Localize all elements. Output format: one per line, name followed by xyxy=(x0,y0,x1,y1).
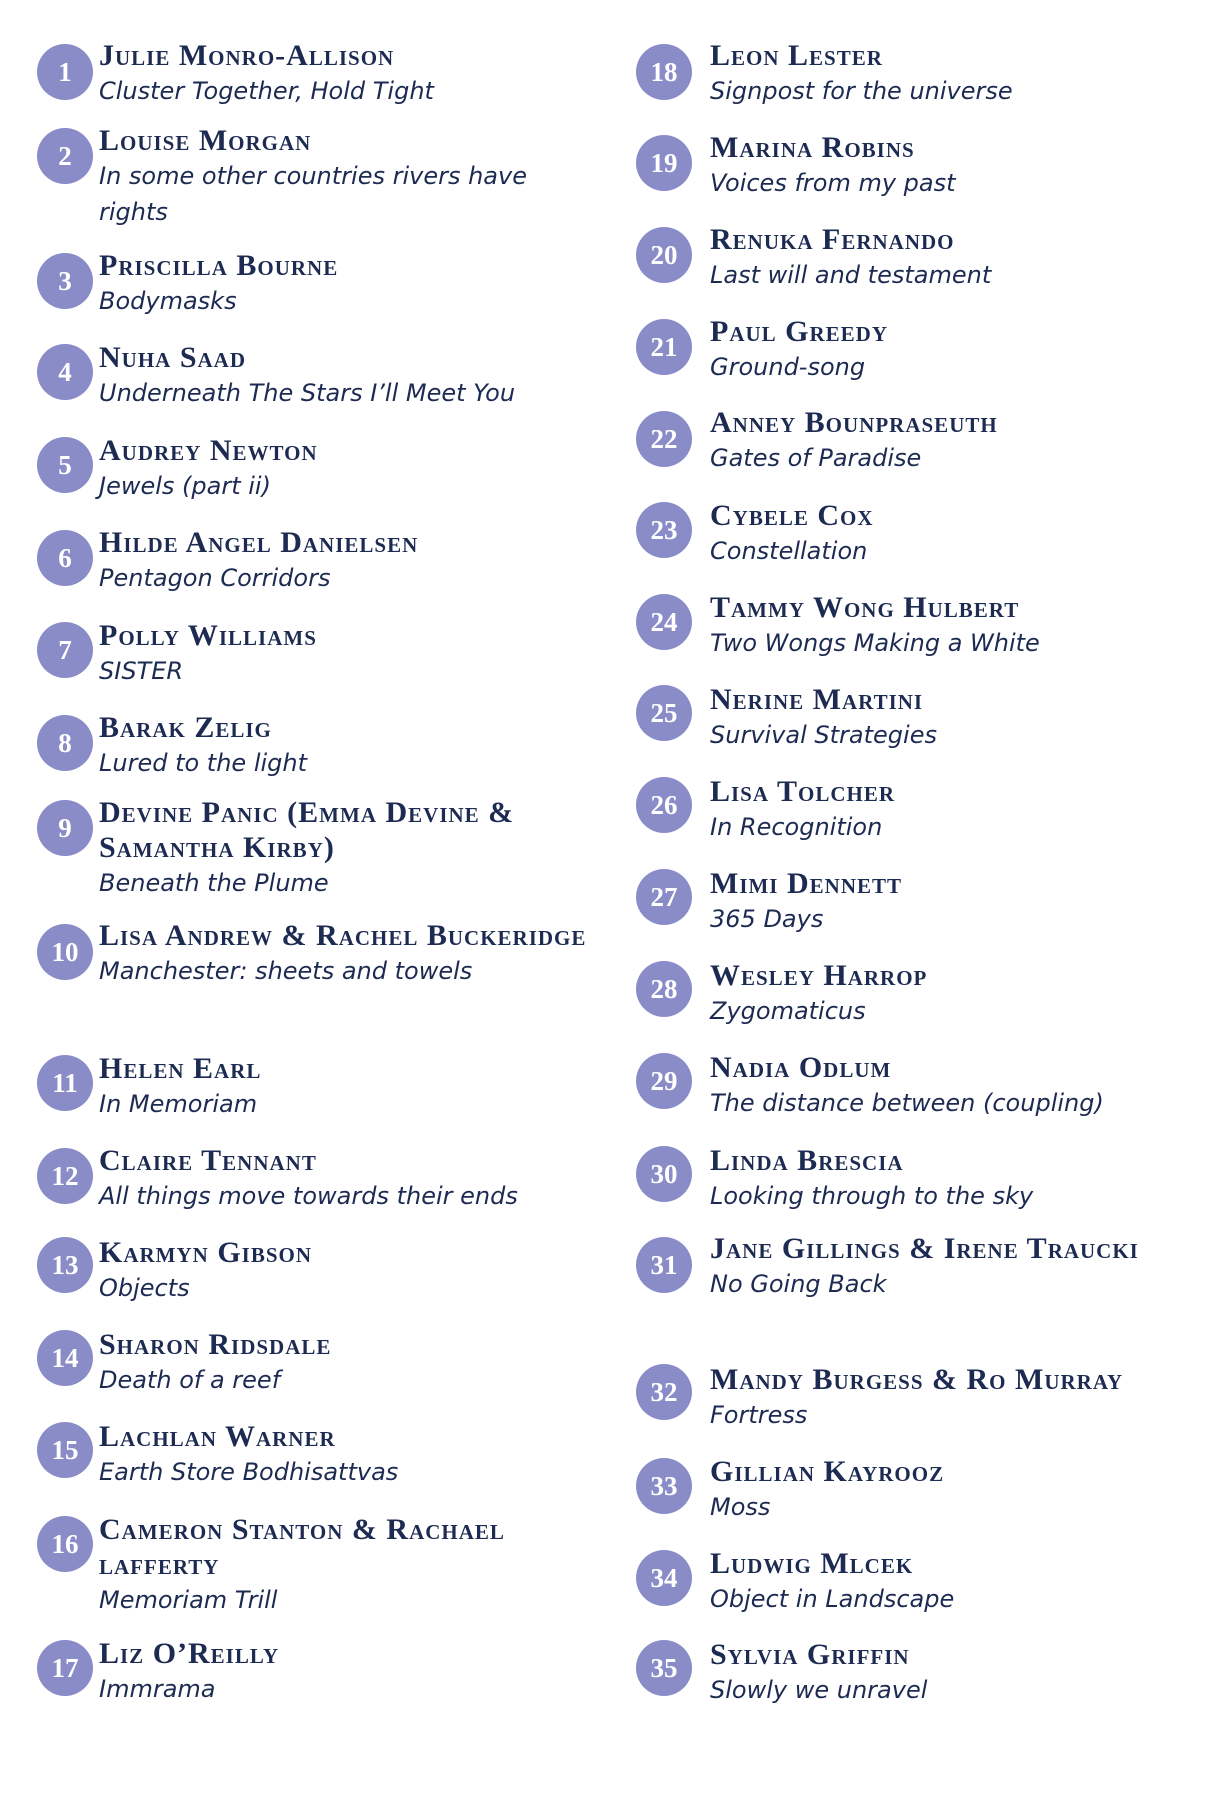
artist-name: Julie Monro-Allison xyxy=(99,39,395,72)
entry-number-badge: 33 xyxy=(636,1458,692,1514)
entry-text xyxy=(99,123,589,230)
work-title: Two Wongs Making a White xyxy=(710,629,1040,657)
entry-text xyxy=(710,1362,1210,1433)
entry-text xyxy=(710,405,1210,476)
artist-name: Mimi Dennett xyxy=(710,867,903,900)
entry-text xyxy=(710,682,1210,753)
entry-text xyxy=(99,1636,589,1707)
entry-text xyxy=(99,795,589,901)
artist-name: Renuka Fernando xyxy=(710,223,955,256)
entry-text xyxy=(99,1143,589,1214)
work-title: Lured to the light xyxy=(99,749,308,777)
entry-number-badge: 19 xyxy=(636,135,692,191)
entry-number-badge: 11 xyxy=(37,1055,93,1111)
work-title: Survival Strategies xyxy=(710,721,937,749)
artist-name: Devine Panic (Emma Devine & Samantha Kirby) xyxy=(99,796,515,864)
artist-name: Barak Zelig xyxy=(99,711,272,744)
work-title: Slowly we unravel xyxy=(710,1676,928,1704)
entry-text xyxy=(710,1637,1210,1708)
entry-number-badge: 7 xyxy=(37,622,93,678)
entry-number-badge: 3 xyxy=(37,253,93,309)
entry-text xyxy=(99,618,589,689)
entry-number-badge: 28 xyxy=(636,961,692,1017)
entry-text xyxy=(710,1143,1210,1214)
entry-text xyxy=(710,1546,1210,1617)
entry-text xyxy=(99,525,589,596)
artist-name: Linda Brescia xyxy=(710,1144,904,1177)
work-title: SISTER xyxy=(99,657,184,685)
artist-name: Audrey Newton xyxy=(99,434,318,467)
entry-number-badge: 12 xyxy=(37,1148,93,1204)
artist-name: Priscilla Bourne xyxy=(99,249,339,282)
entry-number-badge: 16 xyxy=(37,1516,93,1572)
artist-name: Anney Bounpraseuth xyxy=(710,406,998,439)
entry-text xyxy=(99,1419,589,1490)
artist-name: Lisa Tolcher xyxy=(710,775,896,808)
entry-text xyxy=(710,774,1210,845)
entry-number-badge: 15 xyxy=(37,1422,93,1478)
artist-name: Paul Greedy xyxy=(710,315,889,348)
work-title: Object in Landscape xyxy=(710,1585,955,1613)
artist-name: Nadia Odlum xyxy=(710,1051,892,1084)
artist-name: Helen Earl xyxy=(99,1052,262,1085)
work-title: In Memoriam xyxy=(99,1090,258,1118)
artist-name: Wesley Harrop xyxy=(710,959,928,992)
artist-name: Jane Gillings & Irene Traucki xyxy=(710,1232,1139,1265)
entry-number-badge: 26 xyxy=(636,777,692,833)
entry-text xyxy=(99,340,589,411)
work-title: Ground-song xyxy=(710,353,866,381)
entry-number-badge: 4 xyxy=(37,344,93,400)
work-title: Zygomaticus xyxy=(710,997,866,1025)
work-title: The distance between (coupling) xyxy=(710,1089,1104,1117)
work-title: Objects xyxy=(99,1274,190,1302)
work-title: Constellation xyxy=(710,537,868,565)
artist-name: Karmyn Gibson xyxy=(99,1236,313,1269)
entry-number-badge: 18 xyxy=(636,44,692,100)
work-title: Earth Store Bodhisattvas xyxy=(99,1458,399,1486)
entry-text xyxy=(99,1235,589,1306)
entry-text xyxy=(710,590,1210,661)
artist-name: Gillian Kayrooz xyxy=(710,1455,945,1488)
artist-name: Mandy Burgess & Ro Murray xyxy=(710,1363,1124,1396)
work-title: Cluster Together, Hold Tight xyxy=(99,77,434,105)
entry-number-badge: 6 xyxy=(37,530,93,586)
work-title: Manchester: sheets and towels xyxy=(99,957,473,985)
entry-number-badge: 27 xyxy=(636,869,692,925)
work-title: Bodymasks xyxy=(99,287,237,315)
artist-name: Polly Williams xyxy=(99,619,317,652)
artist-name: Nuha Saad xyxy=(99,341,247,374)
entry-number-badge: 2 xyxy=(37,128,93,184)
work-title: In some other countries rivers have rights xyxy=(99,162,527,226)
work-title: Fortress xyxy=(710,1401,808,1429)
entry-number-badge: 17 xyxy=(37,1640,93,1696)
artist-name: Hilde Angel Danielsen xyxy=(99,526,419,559)
artist-name: Liz O’Reilly xyxy=(99,1637,280,1670)
entry-text xyxy=(710,130,1210,201)
entry-number-badge: 9 xyxy=(37,800,93,856)
work-title: Voices from my past xyxy=(710,169,956,197)
entry-number-badge: 14 xyxy=(37,1330,93,1386)
entry-number-badge: 30 xyxy=(636,1146,692,1202)
entry-text xyxy=(710,498,1210,569)
entry-number-badge: 31 xyxy=(636,1237,692,1293)
work-title: Gates of Paradise xyxy=(710,444,922,472)
entry-text xyxy=(99,433,589,504)
entry-number-badge: 24 xyxy=(636,594,692,650)
entry-number-badge: 10 xyxy=(37,924,93,980)
entry-number-badge: 23 xyxy=(636,502,692,558)
artist-name: Claire Tennant xyxy=(99,1144,317,1177)
entry-number-badge: 5 xyxy=(37,437,93,493)
work-title: Signpost for the universe xyxy=(710,77,1013,105)
work-title: All things move towards their ends xyxy=(99,1182,518,1210)
artist-name: Sharon Ridsdale xyxy=(99,1328,332,1361)
entry-text xyxy=(99,38,589,109)
work-title: Jewels (part ii) xyxy=(99,472,271,500)
entry-text xyxy=(99,1327,589,1398)
entry-text xyxy=(710,958,1210,1029)
entry-text xyxy=(710,1231,1210,1302)
work-title: Last will and testament xyxy=(710,261,992,289)
work-title: Beneath the Plume xyxy=(99,869,329,897)
work-title: Looking through to the sky xyxy=(710,1182,1034,1210)
entry-number-badge: 1 xyxy=(37,44,93,100)
work-title: Pentagon Corridors xyxy=(99,564,331,592)
artist-name: Sylvia Griffin xyxy=(710,1638,910,1671)
work-title: No Going Back xyxy=(710,1270,887,1298)
entry-text xyxy=(99,248,589,319)
entry-text xyxy=(710,222,1210,293)
artist-name: Ludwig Mlcek xyxy=(710,1547,914,1580)
entry-number-badge: 35 xyxy=(636,1640,692,1696)
entry-number-badge: 29 xyxy=(636,1053,692,1109)
artist-name: Cybele Cox xyxy=(710,499,874,532)
entry-number-badge: 8 xyxy=(37,715,93,771)
work-title: Death of a reef xyxy=(99,1366,281,1394)
entry-number-badge: 21 xyxy=(636,319,692,375)
artist-name: Tammy Wong Hulbert xyxy=(710,591,1020,624)
entry-number-badge: 22 xyxy=(636,411,692,467)
work-title: 365 Days xyxy=(710,905,824,933)
entry-number-badge: 34 xyxy=(636,1550,692,1606)
entry-number-badge: 20 xyxy=(636,227,692,283)
work-title: Moss xyxy=(710,1493,771,1521)
entry-text xyxy=(99,1051,589,1122)
entry-text xyxy=(99,710,589,781)
entry-number-badge: 25 xyxy=(636,685,692,741)
entry-text xyxy=(710,314,1210,385)
entry-text xyxy=(710,1454,1210,1525)
entry-text xyxy=(710,866,1210,937)
work-title: Underneath The Stars I’ll Meet You xyxy=(99,379,516,407)
artist-name: Leon Lester xyxy=(710,39,883,72)
artist-name: Louise Morgan xyxy=(99,124,312,157)
artist-name: Marina Robins xyxy=(710,131,915,164)
work-title: In Recognition xyxy=(710,813,883,841)
artist-name: Lisa Andrew & Rachel Buckeridge xyxy=(99,919,587,952)
artist-name: Cameron Stanton & Rachael lafferty xyxy=(99,1513,505,1581)
work-title: Memoriam Trill xyxy=(99,1586,278,1614)
work-title: Immrama xyxy=(99,1675,216,1703)
artist-name: Lachlan Warner xyxy=(99,1420,336,1453)
entry-text xyxy=(99,918,589,989)
artist-name: Nerine Martini xyxy=(710,683,924,716)
entry-number-badge: 32 xyxy=(636,1364,692,1420)
entry-text xyxy=(99,1512,589,1618)
entry-text xyxy=(710,1050,1210,1121)
entry-text xyxy=(710,38,1210,109)
entry-number-badge: 13 xyxy=(37,1237,93,1293)
